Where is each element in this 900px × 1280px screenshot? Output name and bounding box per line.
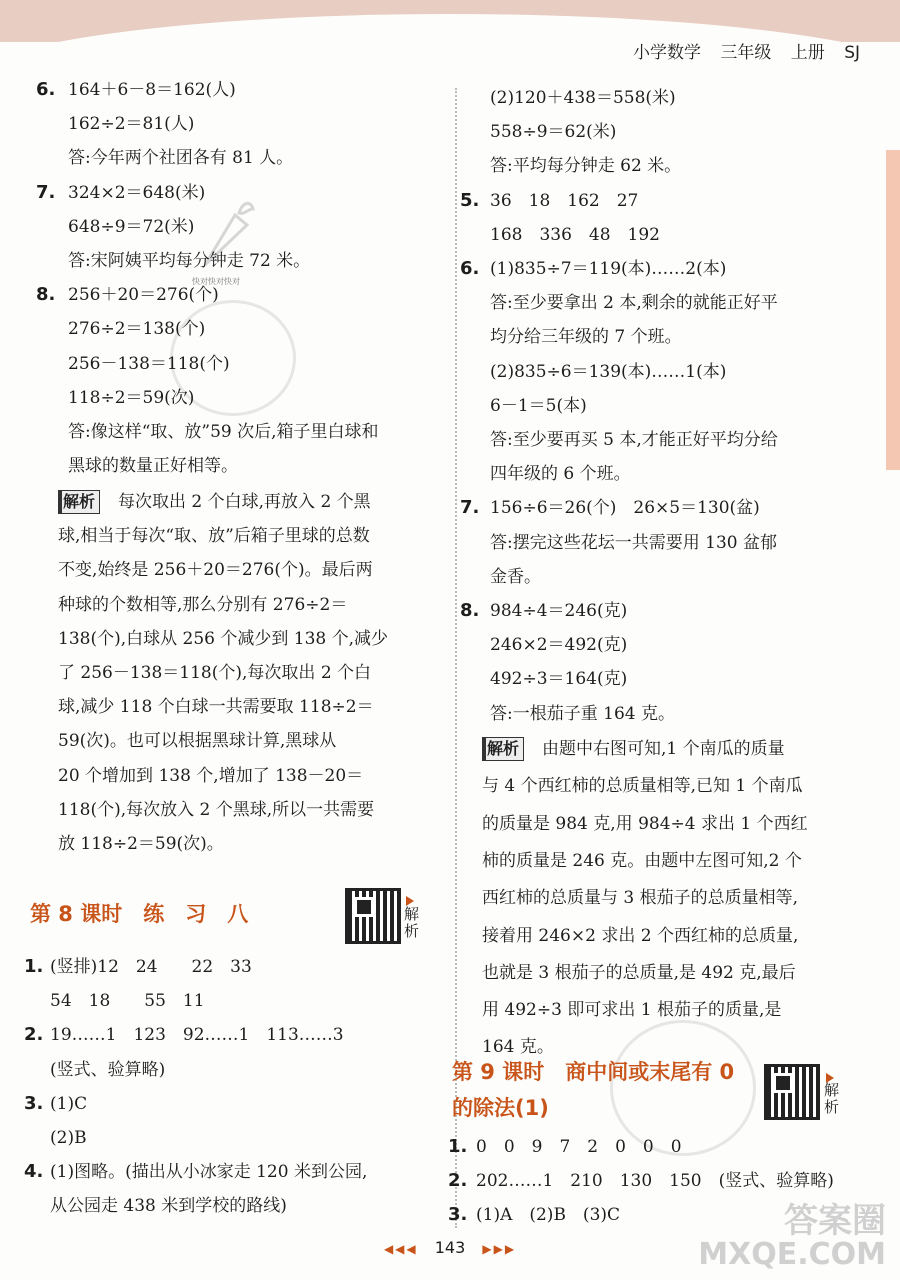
analysis-line bbox=[58, 490, 371, 514]
answer-text: 558÷9＝62(米) bbox=[490, 122, 617, 143]
analysis-text: 由题中右图可知,1 个南瓜的质量 bbox=[542, 739, 785, 759]
answer-line bbox=[24, 1160, 367, 1184]
analysis-line bbox=[482, 737, 785, 761]
answer-text: 答:宋阿姨平均每分钟走 72 米。 bbox=[68, 251, 311, 271]
question-number: 3. bbox=[448, 1204, 468, 1226]
site-watermark bbox=[698, 1201, 886, 1272]
answer-line bbox=[36, 249, 310, 273]
answer-text: 均分给三年级的 7 个班。 bbox=[490, 327, 682, 348]
analysis-text: 了 256－138＝118(个),每次取出 2 个白 bbox=[58, 663, 372, 683]
lesson9-title-line2: 的除法(1) bbox=[452, 1096, 549, 1120]
answer-line bbox=[36, 386, 194, 410]
question-number: 6. bbox=[36, 79, 56, 100]
analysis-text: 球,减少 118 个白球一共需要取 118÷2＝ bbox=[58, 697, 374, 718]
answer-text: 36 18 162 27 bbox=[490, 190, 639, 211]
answer-text: 648÷9＝72(米) bbox=[68, 216, 195, 237]
analysis-text: 与 4 个西红柿的总质量相等,已知 1 个南瓜 bbox=[482, 776, 803, 797]
analysis-line bbox=[482, 924, 798, 948]
analysis-line bbox=[58, 627, 388, 651]
analysis-line bbox=[58, 798, 374, 822]
answer-text: 984÷4＝246(克) bbox=[490, 601, 628, 621]
answer-line bbox=[460, 360, 726, 384]
answer-line bbox=[460, 496, 760, 520]
answer-line bbox=[460, 702, 675, 726]
answer-text: 256－138＝118(个) bbox=[68, 353, 230, 374]
answer-text: 162÷2＝81(人) bbox=[68, 114, 195, 135]
answer-line bbox=[460, 325, 682, 349]
answer-text: 0 0 9 7 2 0 0 0 bbox=[476, 1137, 682, 1157]
analysis-text: 也就是 3 根茄子的总质量,是 492 克,最后 bbox=[482, 962, 796, 983]
analysis-line bbox=[58, 593, 347, 617]
answer-text: 324×2＝648(米) bbox=[68, 182, 206, 203]
answer-line bbox=[36, 352, 230, 376]
answer-line bbox=[460, 189, 638, 213]
carrot-watermark-text: 快对快对快对 bbox=[192, 277, 240, 286]
answer-text: 156÷6＝26(个) 26×5＝130(盆) bbox=[490, 498, 760, 519]
answer-line bbox=[460, 565, 541, 589]
answer-text: 492÷3＝164(克) bbox=[490, 669, 628, 690]
analysis-text: 种球的个数相等,那么分别有 276÷2＝ bbox=[58, 594, 348, 615]
lesson9-qr-label: 解析 bbox=[824, 1081, 840, 1116]
answer-line bbox=[460, 462, 631, 486]
answer-text: 54 18 55 11 bbox=[50, 991, 205, 1012]
answer-line bbox=[24, 1194, 287, 1218]
analysis-text: 138(个),白球从 256 个减少到 138 个,减少 bbox=[58, 628, 389, 649]
question-number: 7. bbox=[460, 497, 480, 519]
prev-arrows-icon: ◀◀◀ bbox=[383, 1242, 418, 1256]
answer-line bbox=[460, 120, 616, 144]
analysis-line bbox=[482, 961, 796, 985]
answer-line bbox=[24, 955, 252, 979]
answer-text: 答:摆完这些花坛一共需要用 130 盆郁 bbox=[490, 532, 777, 553]
analysis-text: 164 克。 bbox=[482, 1037, 554, 1058]
answer-text: 答:像这样“取、放”59 次后,箱子里白球和 bbox=[68, 422, 379, 442]
analysis-text: 西红柿的总质量与 3 根茄子的总质量相等, bbox=[482, 888, 799, 909]
analysis-line bbox=[58, 661, 371, 685]
question-number: 7. bbox=[36, 181, 56, 203]
site-watermark-line2: MXQE.COM bbox=[698, 1237, 886, 1272]
answer-text: 118÷2＝59(次) bbox=[68, 387, 195, 408]
answer-line bbox=[24, 1126, 87, 1150]
answer-text: (1)835÷7＝119(本)……2(本) bbox=[490, 259, 727, 279]
analysis-tag: 解析 bbox=[482, 737, 524, 761]
answer-line bbox=[36, 112, 194, 136]
answer-text: (竖式、验算略) bbox=[50, 1059, 166, 1080]
answer-line bbox=[24, 1023, 344, 1047]
answer-text: 答:一根茄子重 164 克。 bbox=[490, 703, 675, 724]
answer-line bbox=[448, 1169, 834, 1193]
question-number: 4. bbox=[24, 1161, 44, 1183]
answer-line bbox=[24, 1058, 165, 1082]
answer-text: (2)835÷6＝139(本)……1(本) bbox=[490, 361, 727, 382]
analysis-line bbox=[58, 558, 373, 582]
answer-line bbox=[460, 223, 660, 247]
lesson9-title-line1: 第 9 课时 商中间或末尾有 0 bbox=[452, 1060, 735, 1084]
side-tab bbox=[886, 150, 900, 470]
question-number: 2. bbox=[448, 1170, 468, 1192]
analysis-line bbox=[482, 886, 798, 910]
answer-text: 164＋6－8＝162(人) bbox=[68, 80, 236, 100]
question-number: 3. bbox=[24, 1092, 44, 1114]
answer-line bbox=[460, 291, 778, 315]
answer-text: (竖排)12 24 22 33 bbox=[50, 957, 252, 977]
answer-line bbox=[448, 1203, 620, 1227]
answer-text: (1)图略。(描出从小冰家走 120 米到公园, bbox=[50, 1162, 368, 1183]
answer-text: 168 336 48 192 bbox=[490, 224, 660, 245]
analysis-text: 20 个增加到 138 个,增加了 138－20＝ bbox=[58, 765, 364, 786]
answer-text: 金香。 bbox=[490, 566, 541, 587]
analysis-text: 的质量是 984 克,用 984÷4 求出 1 个西红 bbox=[482, 813, 808, 834]
analysis-line bbox=[58, 695, 374, 719]
question-number: 8. bbox=[36, 284, 56, 306]
question-number: 5. bbox=[460, 189, 480, 211]
answer-line bbox=[36, 146, 293, 170]
answer-line bbox=[448, 1135, 682, 1159]
answer-text: 从公园走 438 米到学校的路线) bbox=[50, 1196, 287, 1217]
answer-text: 202……1 210 130 150 (竖式、验算略) bbox=[476, 1171, 834, 1192]
question-number: 2. bbox=[24, 1024, 44, 1046]
answer-text: 答:平均每分钟走 62 米。 bbox=[490, 156, 682, 177]
header-subject: 小学数学 bbox=[632, 43, 701, 63]
answer-text: 四年级的 6 个班。 bbox=[490, 464, 631, 485]
header-edition: SJ bbox=[844, 43, 860, 63]
answer-line bbox=[460, 667, 627, 691]
answer-line bbox=[460, 633, 627, 657]
answer-line bbox=[36, 420, 379, 444]
answer-text: 256＋20＝276(个) bbox=[68, 285, 219, 306]
question-number: 1. bbox=[24, 956, 44, 977]
answer-text: (2)120＋438＝558(米) bbox=[490, 88, 676, 108]
answer-text: (1)C bbox=[50, 1093, 88, 1114]
page-header bbox=[619, 38, 860, 63]
site-watermark-line1: 答案圈 bbox=[784, 1201, 886, 1241]
analysis-text: 118(个),每次放入 2 个黑球,所以一共需要 bbox=[58, 799, 375, 820]
answer-line bbox=[36, 78, 236, 102]
answer-line bbox=[460, 394, 587, 418]
page-number: 143 bbox=[434, 1238, 466, 1257]
answer-text: 6－1＝5(本) bbox=[490, 395, 587, 416]
analysis-line bbox=[58, 832, 224, 856]
answer-text: (1)A (2)B (3)C bbox=[476, 1205, 621, 1226]
answer-line bbox=[460, 86, 676, 110]
answer-line bbox=[36, 283, 219, 307]
answer-line bbox=[36, 454, 238, 478]
answer-line bbox=[24, 1092, 87, 1116]
question-number: 8. bbox=[460, 600, 480, 621]
analysis-line bbox=[482, 849, 802, 873]
analysis-text: 用 492÷3 即可求出 1 根茄子的质量,是 bbox=[482, 1000, 782, 1021]
answer-text: 246×2＝492(克) bbox=[490, 635, 628, 656]
analysis-tag: 解析 bbox=[58, 490, 100, 514]
analysis-text: 柿的质量是 246 克。由题中左图可知,2 个 bbox=[482, 850, 802, 871]
answer-text: (2)B bbox=[50, 1128, 87, 1148]
answer-line bbox=[24, 989, 205, 1013]
next-arrows-icon: ▶▶▶ bbox=[482, 1242, 517, 1256]
answer-text: 276÷2＝138(个) bbox=[68, 319, 206, 340]
answer-text: 黑球的数量正好相等。 bbox=[68, 456, 238, 477]
analysis-line bbox=[58, 729, 336, 753]
header-grade: 三年级 bbox=[720, 43, 772, 63]
lesson9-qr-code[interactable] bbox=[764, 1064, 820, 1120]
question-number: 6. bbox=[460, 258, 480, 279]
lesson8-qr-code[interactable] bbox=[345, 888, 401, 944]
answer-line bbox=[460, 428, 778, 452]
answer-line bbox=[36, 317, 205, 341]
answer-line bbox=[460, 154, 681, 178]
question-number: 1. bbox=[448, 1136, 468, 1157]
analysis-line bbox=[482, 774, 803, 798]
analysis-text: 放 118÷2＝59(次)。 bbox=[58, 834, 224, 854]
analysis-line bbox=[482, 812, 808, 836]
answer-text: 答:至少要拿出 2 本,剩余的就能正好平 bbox=[490, 293, 778, 314]
analysis-text: 每次取出 2 个白球,再放入 2 个黑 bbox=[118, 492, 371, 512]
analysis-line bbox=[482, 998, 781, 1022]
answer-line bbox=[36, 215, 194, 239]
answer-line bbox=[460, 257, 726, 281]
answer-text: 19……1 123 92……1 113……3 bbox=[50, 1025, 344, 1046]
analysis-text: 球,相当于每次“取、放”后箱子里球的总数 bbox=[58, 526, 370, 547]
answer-line bbox=[36, 181, 205, 205]
analysis-text: 59(次)。也可以根据黑球计算,黑球从 bbox=[58, 731, 337, 752]
analysis-text: 不变,始终是 256＋20＝276(个)。最后两 bbox=[58, 560, 373, 581]
answer-text: 答:今年两个社团各有 81 人。 bbox=[68, 148, 294, 169]
answer-line bbox=[460, 599, 627, 623]
answer-text: 答:至少要再买 5 本,才能正好平均分给 bbox=[490, 430, 778, 450]
analysis-line bbox=[58, 524, 370, 548]
analysis-line bbox=[58, 764, 363, 788]
lesson8-qr-label: 解析 bbox=[404, 905, 420, 940]
lesson8-title: 第 8 课时 练 习 八 bbox=[30, 902, 249, 926]
answer-line bbox=[460, 531, 777, 555]
header-volume: 上册 bbox=[790, 43, 825, 63]
analysis-text: 接着用 246×2 求出 2 个西红柿的总质量, bbox=[482, 925, 799, 946]
